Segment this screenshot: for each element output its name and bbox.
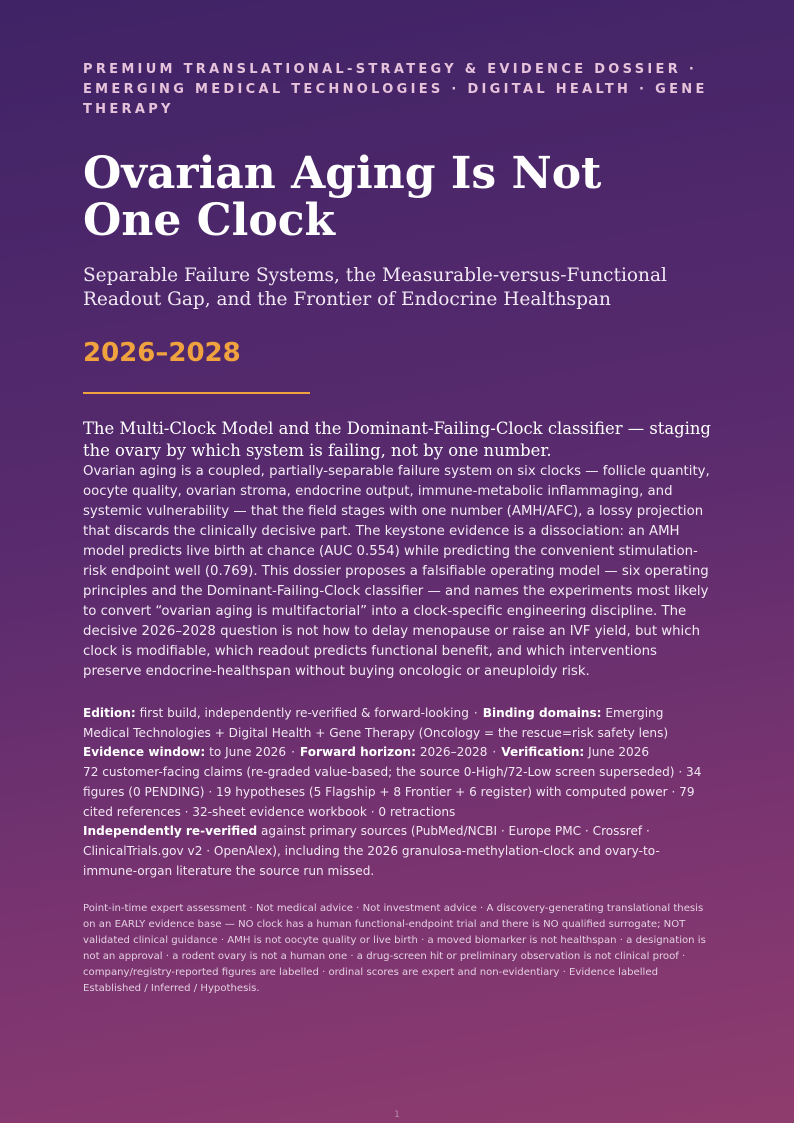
cover-page — [83, 60, 713, 997]
horizon-label: Forward horizon: — [299, 745, 416, 760]
meta-counts: 72 customer-facing claims (re-graded value-based; the source 0-High/72-Low screen superseded) · 34 figures (0 PENDING) · 19 hypotheses (5 Flagship + 8 Frontier + 6 register) with computed power · 79 cited references · 32-sheet evidence workbook · 0 retractions — [83, 765, 702, 819]
meta-separator: · — [291, 745, 295, 760]
window-value: to June 2026 — [209, 745, 287, 760]
lead-body: Ovarian aging is a coupled, partially-separable failure system on six clocks — follicle quantity, oocyte quality, ovarian stroma, endocrine output, immune-metabolic inflammaging, and systemic vulnerability — that the field stages with one number (AMH/AFC), a lossy projection that discards the clinically decisive part. The keystone evidence is a dissociation: an AMH model predicts live birth at chance (AUC 0.554) while predicting the convenient stimulation-risk endpoint well (0.769). This dossier proposes a falsifiable operating model — six operating principles and the Dominant-Failing-Clock classifier — and names the experiments most likely to convert “ovarian aging is multifactorial” into a clock-specific engineering discipline. The decisive 2026–2028 question is not how to delay menopause or raise an IVF yield, but which clock is modifiable, which readout predicts functional benefit, and which interventions preserve endocrine-healthspan without buying oncologic or aneuploidy risk. — [83, 464, 710, 679]
accent-divider — [83, 392, 310, 394]
page-subtitle: Separable Failure Systems, the Measurable-versus-Functional Readout Gap, and the Frontier of Endocrine Healthspan — [83, 265, 667, 310]
meta-separator: · — [473, 706, 478, 720]
verification-value: June 2026 — [588, 745, 650, 760]
domains-value: Emerging Medical Technologies + Digital Health + Gene Therapy (Oncology = the rescue=risk safety lens) — [83, 706, 669, 740]
reverified-label: Independently re-verified — [83, 824, 258, 839]
meta-line-edition — [83, 704, 713, 743]
forward-years: 2026–2028 — [83, 338, 241, 368]
verification-label: Verification: — [501, 745, 585, 760]
disclaimer: Point-in-time expert assessment · Not medical advice · Not investment advice · A discovery-generating translational thesis on an EARLY evidence base — NO clock has a human functional-endpoint trial and there is NO qualified surrogate; NOT validated clinical guidance · AMH is not oocyte quality or live birth · a moved biomarker is not healthspan · a designation is not an approval · a rodent ovary is not a human one · a drug-screen hit or preliminary observation is not clinical proof · company/registry-reported figures are labelled · ordinal scores are expert and non-evidentiary · Evidence labelled Established / Inferred / Hypothesis. — [83, 903, 706, 995]
edition-metadata — [83, 704, 713, 881]
meta-line-reverified — [83, 822, 713, 881]
window-label: Evidence window: — [83, 745, 206, 760]
dossier-kicker: PREMIUM TRANSLATIONAL-STRATEGY & EVIDENCE DOSSIER · EMERGING MEDICAL TECHNOLOGIES · DIGITAL HEALTH · GENE THERAPY — [83, 62, 708, 117]
lead-heading: The Multi-Clock Model and the Dominant-Failing-Clock classifier — staging the ovary by which system is failing, not by one number. — [83, 419, 711, 460]
meta-line-window — [83, 743, 713, 763]
page-number: 1 — [394, 1110, 400, 1120]
edition-value: first build, independently re-verified & forward-looking — [139, 706, 469, 720]
edition-label: Edition: — [83, 706, 136, 720]
reverified-value: against primary sources (PubMed/NCBI · Europe PMC · Crossref · ClinicalTrials.gov v2 · OpenAlex), including the 2026 granulosa-methylation-clock and ovary-to-immune-organ literature the source run missed. — [83, 824, 660, 878]
horizon-value: 2026–2028 — [419, 745, 488, 760]
page-title: Ovarian Aging Is Not One Clock — [83, 148, 602, 246]
domains-label: Binding domains: — [482, 706, 602, 720]
meta-separator: · — [492, 745, 497, 760]
